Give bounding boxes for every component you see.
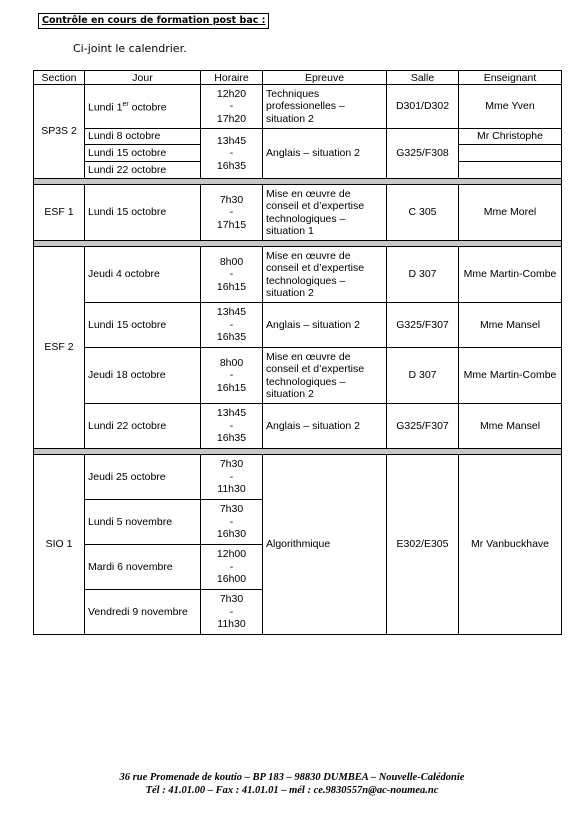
section-cell: ESF 2: [34, 247, 85, 449]
epreuve-cell: Algorithmique: [263, 455, 387, 635]
horaire-cell: 8h00 - 16h15: [201, 247, 263, 303]
footer-contact-line: Tél : 41.01.00 – Fax : 41.01.01 – mél : ce.9830557n@ac-noumea.nc: [145, 785, 439, 796]
table-row: [34, 348, 562, 404]
column-header-epreuve: Epreuve: [263, 71, 387, 85]
exam-calendar-table: [33, 70, 562, 635]
horaire-cell: 7h30 - 11h30: [201, 455, 263, 500]
epreuve-cell: Anglais – situation 2: [263, 303, 387, 348]
salle-cell: G325/F307: [387, 303, 459, 348]
table-header-row: [34, 71, 562, 85]
jour-cell: Jeudi 25 octobre: [85, 455, 201, 500]
horaire-cell: 13h45 - 16h35: [201, 303, 263, 348]
intro-text: Ci-joint le calendrier.: [73, 42, 187, 55]
jour-cell: Lundi 15 octobre: [85, 185, 201, 241]
horaire-cell: 12h00 - 16h00: [201, 545, 263, 590]
horaire-cell: 7h30 - 11h30: [201, 590, 263, 635]
column-header-enseignant: Enseignant: [459, 71, 562, 85]
enseignant-cell: Mr Christophe: [459, 129, 562, 145]
enseignant-cell: Mme Martin-Combe: [459, 247, 562, 303]
column-header-section: Section: [34, 71, 85, 85]
table-row: [34, 129, 562, 145]
salle-cell: D 307: [387, 247, 459, 303]
enseignant-cell: Mr Vanbuckhave: [459, 455, 562, 635]
salle-cell: G325/F308: [387, 129, 459, 179]
table-row: [34, 404, 562, 449]
horaire-cell: 8h00 - 16h15: [201, 348, 263, 404]
horaire-cell: 12h20 - 17h20: [201, 85, 263, 129]
jour-cell: Lundi 22 octobre: [85, 404, 201, 449]
epreuve-cell: Anglais – situation 2: [263, 129, 387, 179]
jour-cell: Jeudi 4 octobre: [85, 247, 201, 303]
jour-cell: Lundi 1er octobre: [85, 85, 201, 129]
horaire-cell: 7h30 - 17h15: [201, 185, 263, 241]
salle-cell: C 305: [387, 185, 459, 241]
horaire-cell: 13h45 - 16h35: [201, 129, 263, 179]
table-row: [34, 185, 562, 241]
jour-cell: Lundi 22 octobre: [85, 162, 201, 179]
jour-cell: Jeudi 18 octobre: [85, 348, 201, 404]
epreuve-cell: Anglais – situation 2: [263, 404, 387, 449]
jour-cell: Lundi 8 octobre: [85, 129, 201, 145]
horaire-cell: 7h30 - 16h30: [201, 500, 263, 545]
enseignant-cell: Mme Morel: [459, 185, 562, 241]
salle-cell: G325/F307: [387, 404, 459, 449]
section-cell: ESF 1: [34, 185, 85, 241]
salle-cell: D301/D302: [387, 85, 459, 129]
table-row: [34, 247, 562, 303]
footer-address: [0, 771, 584, 797]
epreuve-cell: Mise en œuvre de conseil et d’expertise technologiques – situation 1: [263, 185, 387, 241]
enseignant-cell: Mme Yven: [459, 85, 562, 129]
jour-cell: Vendredi 9 novembre: [85, 590, 201, 635]
section-cell: SP3S 2: [34, 85, 85, 179]
footer-address-line: 36 rue Promenade de koutio – BP 183 – 98830 DUMBEA – Nouvelle-Calédonie: [119, 772, 465, 783]
salle-cell: D 307: [387, 348, 459, 404]
enseignant-cell: Mme Mansel: [459, 303, 562, 348]
enseignant-cell: [459, 162, 562, 179]
section-cell: SIO 1: [34, 455, 85, 635]
column-header-jour: Jour: [85, 71, 201, 85]
table-row: [34, 455, 562, 500]
salle-cell: E302/E305: [387, 455, 459, 635]
enseignant-cell: Mme Martin-Combe: [459, 348, 562, 404]
horaire-cell: 13h45 - 16h35: [201, 404, 263, 449]
jour-cell: Lundi 15 octobre: [85, 303, 201, 348]
epreuve-cell: Mise en œuvre de conseil et d’expertise technologiques – situation 2: [263, 348, 387, 404]
epreuve-cell: Techniques professionelles – situation 2: [263, 85, 387, 129]
jour-cell: Lundi 15 octobre: [85, 145, 201, 162]
document-heading: Contrôle en cours de formation post bac :: [38, 13, 269, 29]
jour-cell: Mardi 6 novembre: [85, 545, 201, 590]
table-row: [34, 85, 562, 129]
enseignant-cell: Mme Mansel: [459, 404, 562, 449]
enseignant-cell: [459, 145, 562, 162]
epreuve-cell: Mise en œuvre de conseil et d’expertise technologiques – situation 2: [263, 247, 387, 303]
column-header-salle: Salle: [387, 71, 459, 85]
column-header-horaire: Horaire: [201, 71, 263, 85]
table-row: [34, 303, 562, 348]
jour-cell: Lundi 5 novembre: [85, 500, 201, 545]
